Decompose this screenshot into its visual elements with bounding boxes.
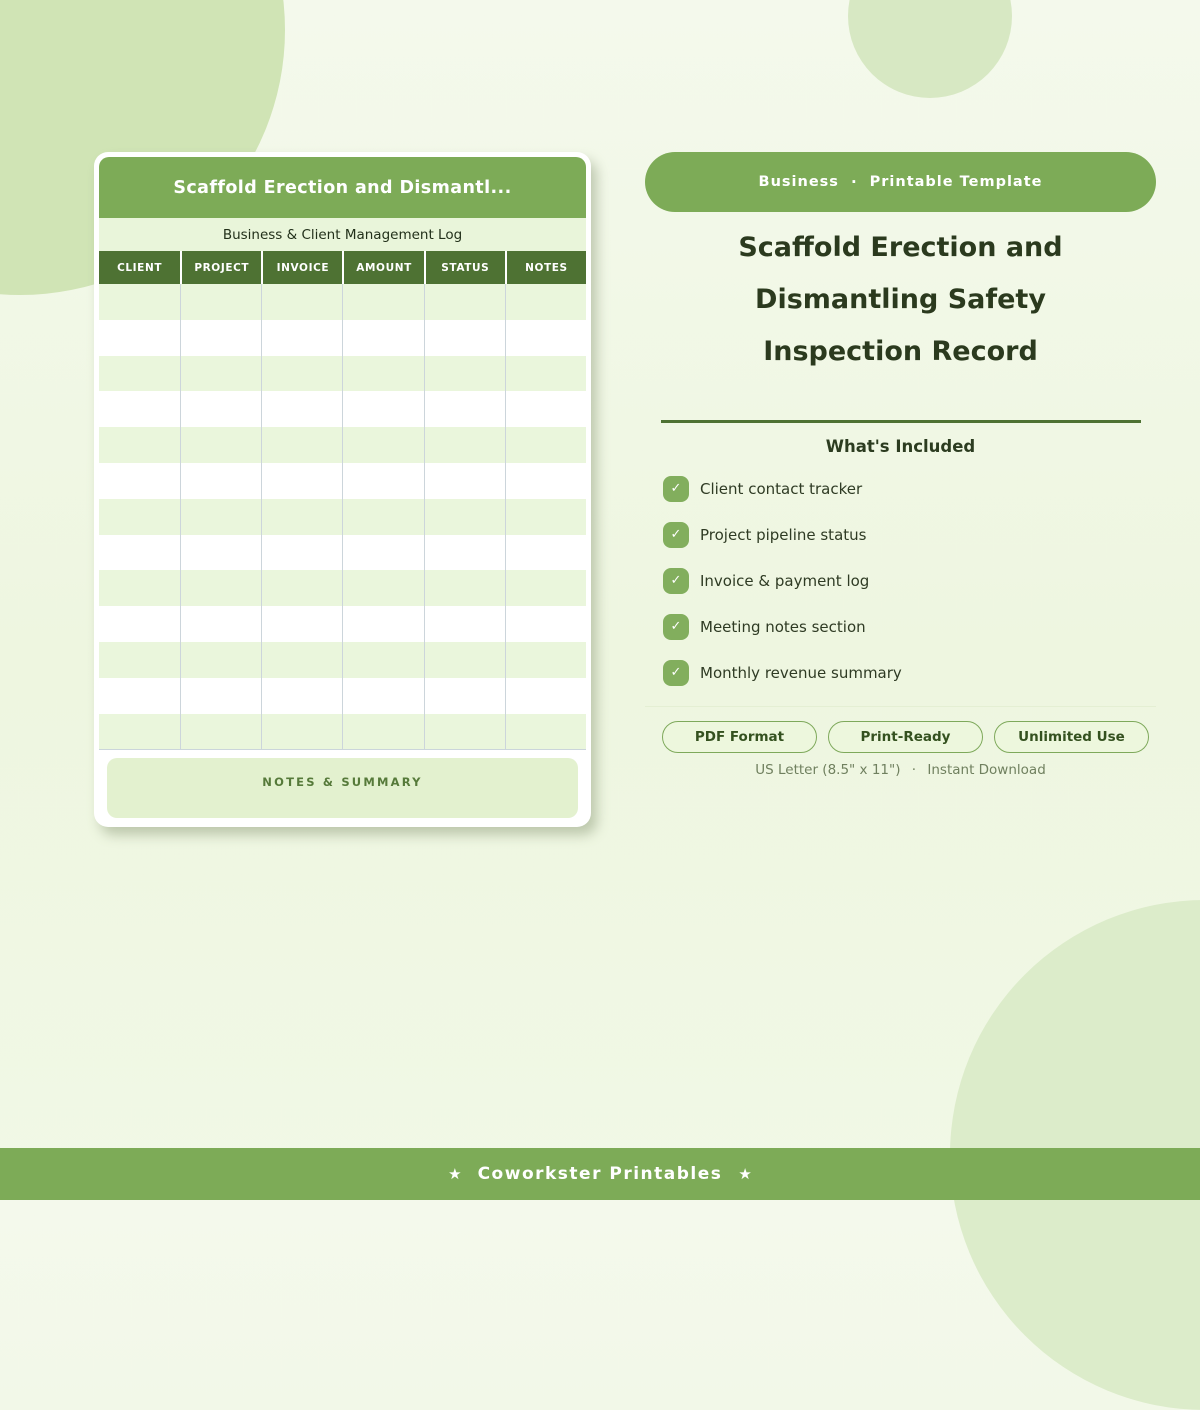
page-title-line-2: Dismantling Safety [755,284,1046,315]
table-cell [424,463,505,499]
table-header-row [99,251,586,284]
table-cell [180,427,261,463]
column-header-amount: AMOUNT [342,251,423,284]
table-row [99,356,586,392]
checkmark-icon: ✓ [663,660,689,686]
table-cell [261,356,342,392]
table-cell [261,391,342,427]
checkmark-icon: ✓ [663,522,689,548]
table-cell [261,320,342,356]
table-row [99,391,586,427]
page-title-line-1: Scaffold Erection and [738,232,1063,263]
table-cell [99,356,180,392]
table-cell [342,391,423,427]
table-cell [505,463,586,499]
column-header-invoice: INVOICE [261,251,342,284]
table-row [99,463,586,499]
product-details [645,152,1156,778]
checkmark-icon: ✓ [663,476,689,502]
preview-card-title: Scaffold Erection and Dismantl... [173,177,512,198]
actions-divider [645,706,1156,707]
table-cell [99,391,180,427]
table-cell [180,678,261,714]
table-cell [342,427,423,463]
table-cell [180,320,261,356]
table-cell [342,356,423,392]
star-icon: ★ [448,1165,462,1183]
table-cell [424,714,505,750]
brand-name: Coworkster Printables [477,1164,723,1184]
included-item [663,614,1156,640]
notes-summary-box [107,758,578,818]
table-cell [424,642,505,678]
table-cell [505,499,586,535]
table-cell [99,320,180,356]
table-cell [424,284,505,320]
table-cell [180,356,261,392]
table-cell [180,642,261,678]
checkmark-icon: ✓ [663,568,689,594]
included-item-label: Project pipeline status [700,525,867,544]
table-cell [180,391,261,427]
table-cell [505,678,586,714]
table-row [99,427,586,463]
table-cell [342,499,423,535]
table-row [99,499,586,535]
table-cell [424,570,505,606]
table-cell [505,606,586,642]
column-header-client: CLIENT [117,261,163,274]
table-cell [180,463,261,499]
included-item-label: Invoice & payment log [700,571,870,590]
table-cell [505,356,586,392]
included-item-label: Client contact tracker [700,479,863,498]
table-cell [261,284,342,320]
section-divider [661,420,1141,423]
table-cell [424,391,505,427]
included-list [645,476,1156,686]
table-cell [261,463,342,499]
decorative-circle-top-right [848,0,1012,98]
table-cell [261,642,342,678]
table-cell [99,570,180,606]
table-cell [99,714,180,750]
table-cell [261,427,342,463]
table-cell [261,678,342,714]
table-row [99,570,586,606]
table-cell [342,606,423,642]
table-cell [505,427,586,463]
category-badge [645,152,1156,212]
column-header-status: STATUS [424,251,505,284]
star-icon: ★ [738,1165,752,1183]
table-cell [505,535,586,571]
page-title [645,222,1156,378]
template-preview-card [94,152,591,827]
table-cell [99,642,180,678]
table-row [99,606,586,642]
included-item-label: Monthly revenue summary [700,663,902,682]
table-cell [261,570,342,606]
table-cell [424,678,505,714]
table-cell [342,463,423,499]
table-cell [342,570,423,606]
badge-separator: · [850,173,858,191]
brand-footer [0,1148,1200,1200]
table-cell [342,535,423,571]
table-row [99,284,586,320]
table-row [99,678,586,714]
feature-buttons [662,721,1149,753]
feature-button[interactable]: Print-Ready [828,721,983,753]
preview-card-subtitle: Business & Client Management Log [99,218,586,251]
table-cell [424,320,505,356]
table-cell [342,320,423,356]
table-cell [99,535,180,571]
table-cell [342,714,423,750]
included-heading: What's Included [825,436,976,456]
table-cell [505,391,586,427]
table-cell [342,284,423,320]
table-cell [505,284,586,320]
table-cell [424,535,505,571]
table-row [99,535,586,571]
table-cell [261,499,342,535]
table-cell [99,427,180,463]
table-row [99,320,586,356]
table-cell [261,535,342,571]
table-row [99,642,586,678]
table-cell [180,499,261,535]
table-cell [99,678,180,714]
delivery-label: Instant Download [927,761,1046,778]
column-header-project: PROJECT [180,251,261,284]
table-cell [424,356,505,392]
meta-separator: · [911,761,917,778]
table-cell [261,606,342,642]
table-cell [424,499,505,535]
table-body [99,284,586,750]
included-item [663,522,1156,548]
table-cell [424,427,505,463]
included-item [663,476,1156,502]
included-item-label: Meeting notes section [700,617,866,636]
feature-button[interactable]: Unlimited Use [994,721,1149,753]
table-cell [99,463,180,499]
table-cell [424,606,505,642]
included-item [663,568,1156,594]
table-cell [180,535,261,571]
table-cell [180,606,261,642]
preview-card-header [99,157,586,218]
format-meta-line [645,762,1156,778]
table-cell [342,642,423,678]
table-row [99,714,586,750]
table-cell [505,320,586,356]
table-cell [99,284,180,320]
table-cell [180,570,261,606]
page-title-line-3: Inspection Record [763,336,1038,367]
notes-summary-label: NOTES & SUMMARY [262,775,423,790]
table-cell [505,570,586,606]
badge-category: Business [758,174,839,190]
table-cell [99,606,180,642]
checkmark-icon: ✓ [663,614,689,640]
table-cell [99,499,180,535]
table-cell [505,714,586,750]
table-cell [505,642,586,678]
badge-kind: Printable Template [869,174,1043,190]
paper-size-label: US Letter (8.5" x 11") [755,761,901,778]
table-cell [261,714,342,750]
included-item [663,660,1156,686]
column-header-notes: NOTES [505,251,586,284]
table-cell [342,678,423,714]
feature-button[interactable]: PDF Format [662,721,817,753]
table-cell [180,284,261,320]
table-cell [180,714,261,750]
